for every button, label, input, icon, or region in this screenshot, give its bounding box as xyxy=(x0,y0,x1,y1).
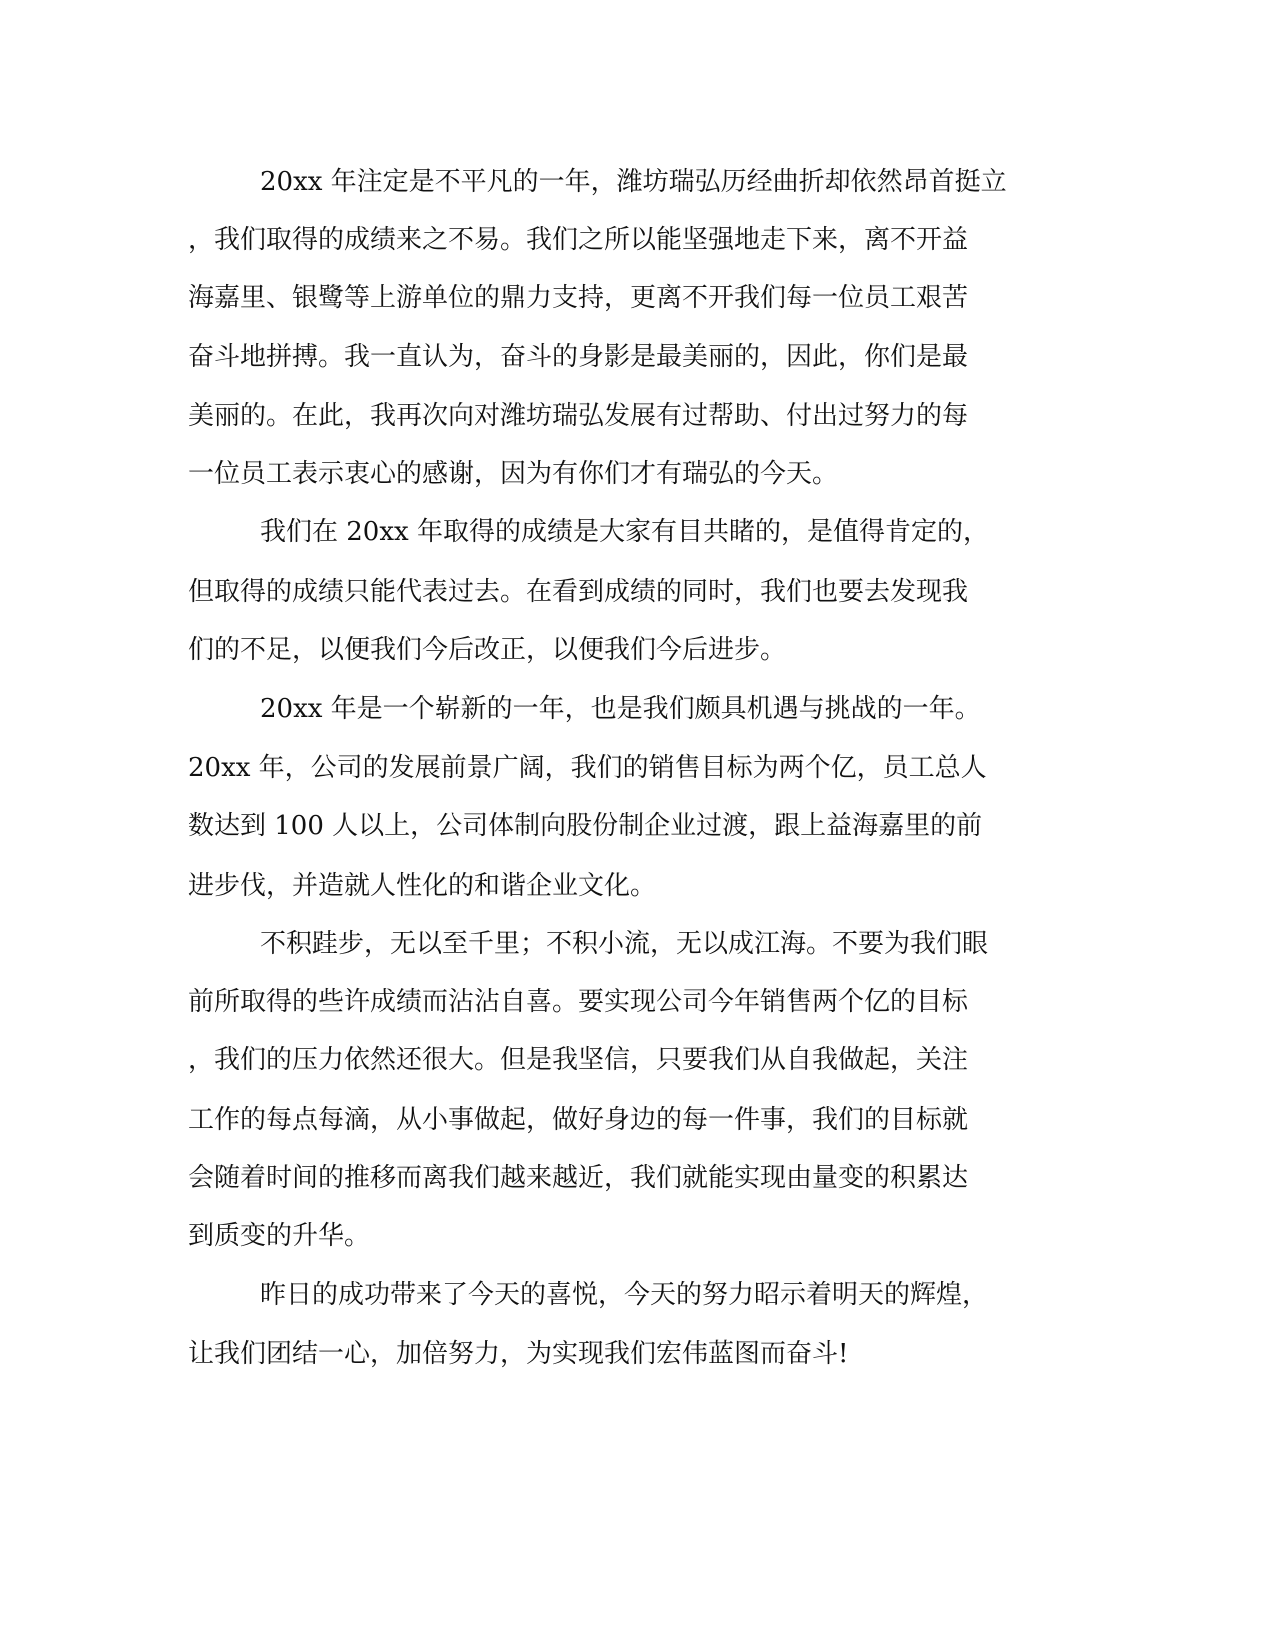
paragraph-3-line-1: 20xx 年是一个崭新的一年，也是我们颇具机遇与挑战的一年。 xyxy=(260,694,981,724)
paragraph-5-line-1: 昨日的成功带来了今天的喜悦，今天的努力昭示着明天的辉煌， xyxy=(260,1280,989,1310)
paragraph-1-line-1: 20xx 年注定是不平凡的一年，潍坊瑞弘历经曲折却依然昂首挺立 xyxy=(260,167,1007,197)
paragraph-2-line-3: 们的不足，以便我们今后改正，以便我们今后进步。 xyxy=(188,635,787,665)
paragraph-2-line-2: 但取得的成绩只能代表过去。在看到成绩的同时，我们也要去发现我 xyxy=(188,577,969,607)
paragraph-2-line-1: 我们在 20xx 年取得的成绩是大家有目共睹的，是值得肯定的， xyxy=(260,517,989,547)
paragraph-4-line-2: 前所取得的些许成绩而沾沾自喜。要实现公司今年销售两个亿的目标 xyxy=(188,987,969,1017)
paragraph-1-line-3: 海嘉里、银鹭等上游单位的鼎力支持，更离不开我们每一位员工艰苦 xyxy=(188,283,969,313)
paragraph-3-line-4: 进步伐，并造就人性化的和谐企业文化。 xyxy=(188,871,657,901)
paragraph-1-line-6: 一位员工表示衷心的感谢，因为有你们才有瑞弘的今天。 xyxy=(188,459,839,489)
paragraph-1-line-5: 美丽的。在此，我再次向对潍坊瑞弘发展有过帮助、付出过努力的每 xyxy=(188,401,969,431)
paragraph-4-line-5: 会随着时间的推移而离我们越来越近，我们就能实现由量变的积累达 xyxy=(188,1163,969,1193)
paragraph-4-line-3: ，我们的压力依然还很大。但是我坚信，只要我们从自我做起，关注 xyxy=(188,1045,969,1075)
paragraph-3-line-2: 20xx 年，公司的发展前景广阔，我们的销售目标为两个亿，员工总人 xyxy=(188,753,987,783)
paragraph-1-line-4: 奋斗地拼搏。我一直认为，奋斗的身影是最美丽的，因此，你们是最 xyxy=(188,342,969,372)
paragraph-4-line-4: 工作的每点每滴，从小事做起，做好身边的每一件事，我们的目标就 xyxy=(188,1105,969,1135)
paragraph-4-line-6: 到质变的升华。 xyxy=(188,1221,371,1251)
paragraph-4-line-1: 不积跬步，无以至千里；不积小流，无以成江海。不要为我们眼 xyxy=(260,929,989,959)
paragraph-1-line-2: ，我们取得的成绩来之不易。我们之所以能坚强地走下来，离不开益 xyxy=(188,225,969,255)
paragraph-5-line-2: 让我们团结一心，加倍努力，为实现我们宏伟蓝图而奋斗! xyxy=(188,1339,849,1369)
paragraph-3-line-3: 数达到 100 人以上，公司体制向股份制企业过渡，跟上益海嘉里的前 xyxy=(188,811,983,841)
